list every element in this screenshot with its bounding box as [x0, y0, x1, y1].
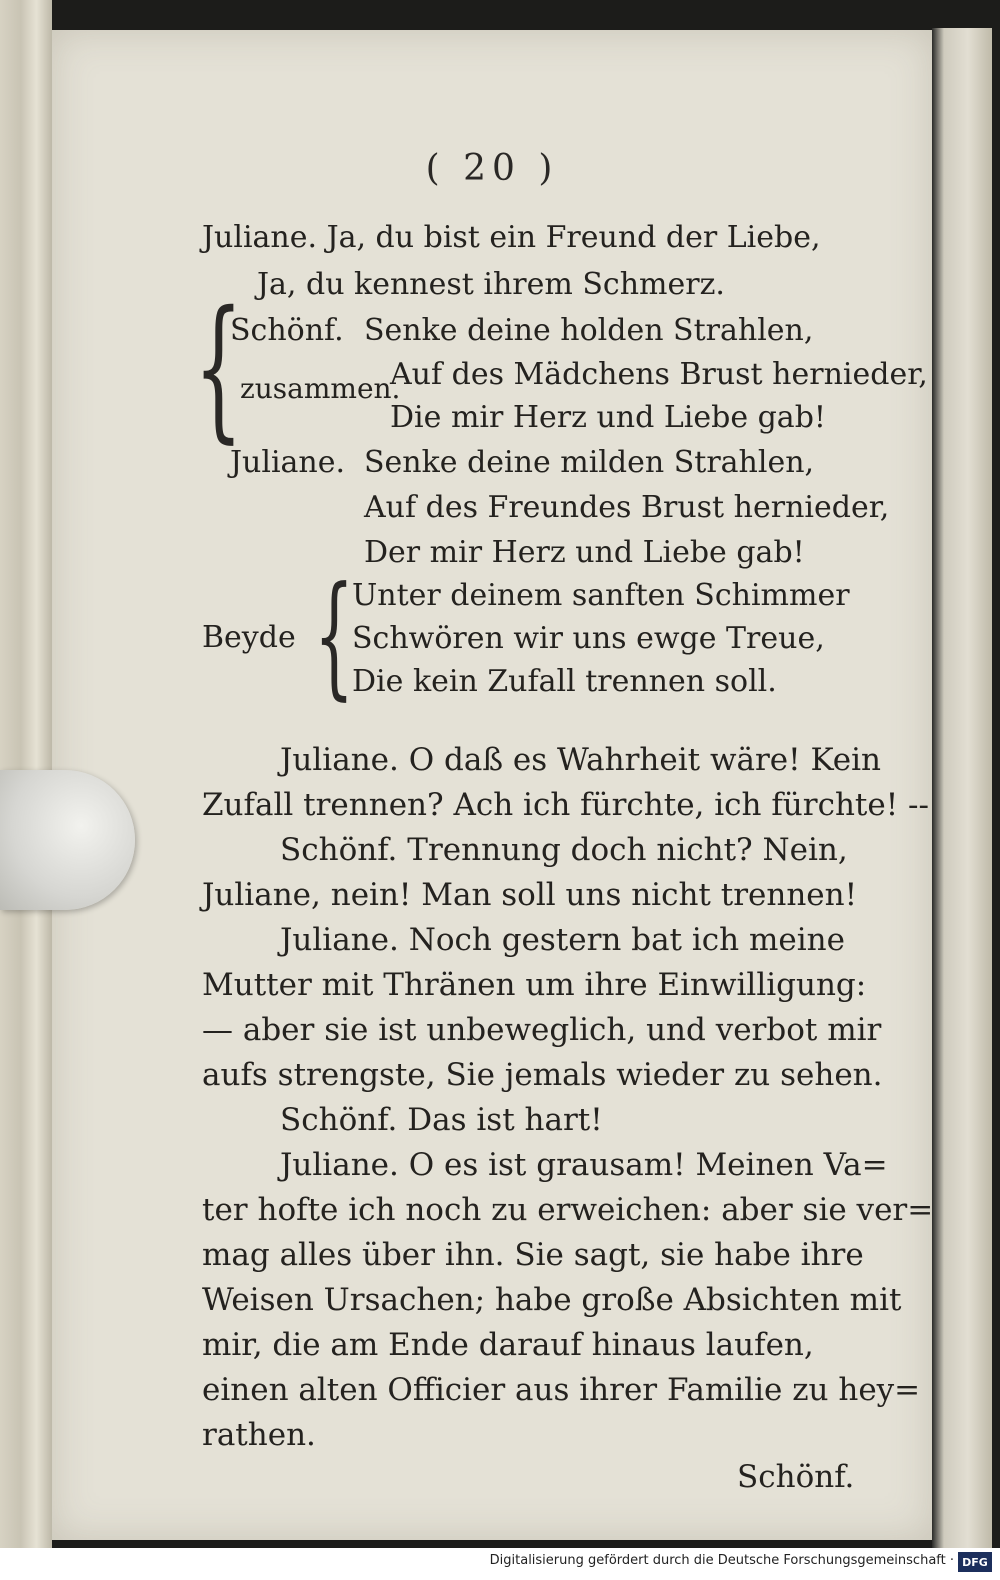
speaker-label: Juliane.: [230, 445, 346, 480]
prose-line: Juliane. Noch gestern bat ich meine: [280, 922, 845, 958]
page-number: ( 20 ): [425, 148, 559, 189]
prose-line: Mutter mit Thränen um ihre Einwilligung:: [202, 967, 867, 1003]
catchword: Schönf.: [737, 1459, 855, 1495]
prose-line: aufs strengste, Sie jemals wieder zu sehen.: [202, 1057, 883, 1093]
prose-line: mir, die am Ende darauf hinaus laufen,: [202, 1327, 814, 1363]
prose-line: mag alles über ihn. Sie sagt, sie habe ihre: [202, 1237, 864, 1273]
speaker-label: Schönf.: [230, 313, 344, 348]
song-line: Juliane. Ja, du bist ein Freund der Liebe,: [202, 220, 821, 255]
page-clip: [0, 770, 135, 910]
brace-left: {: [194, 278, 243, 459]
song-line: Die mir Herz und Liebe gab!: [390, 400, 826, 435]
song-line: Die kein Zufall trennen soll.: [352, 664, 777, 699]
song-line: Unter deinem sanften Schimmer: [352, 578, 850, 613]
speaker-label: zusammen.: [240, 372, 401, 405]
prose-line: Juliane, nein! Man soll uns nicht trennen!: [202, 877, 858, 913]
next-page-edge: [932, 28, 992, 1548]
dfg-logo: DFG: [958, 1552, 992, 1572]
prose-line: einen alten Officier aus ihrer Familie zu hey=: [202, 1372, 921, 1408]
prose-line: Juliane. O es ist grausam! Meinen Va=: [280, 1147, 888, 1183]
song-line: Senke deine holden Strahlen,: [364, 313, 814, 348]
prose-line: Schönf. Trennung doch nicht? Nein,: [280, 832, 848, 868]
funding-credit: Digitalisierung gefördert durch die Deutsche Forschungsgemeinschaft ·: [489, 1553, 954, 1568]
prose-line: rathen.: [202, 1417, 316, 1453]
book-page: [52, 30, 932, 1540]
prose-line: ter hofte ich noch zu erweichen: aber sie ver=: [202, 1192, 934, 1228]
song-line: Ja, du kennest ihrem Schmerz.: [257, 267, 725, 302]
brace-beyde: {: [314, 558, 355, 714]
prose-line: Juliane. O daß es Wahrheit wäre! Kein: [280, 742, 882, 778]
speaker-label: Beyde: [202, 620, 296, 655]
song-line: Auf des Freundes Brust hernieder,: [364, 490, 890, 525]
song-line: Senke deine milden Strahlen,: [364, 445, 815, 480]
song-line: Der mir Herz und Liebe gab!: [364, 535, 805, 570]
song-line: Schwören wir uns ewge Treue,: [352, 621, 825, 656]
prose-line: Weisen Ursachen; habe große Absichten mit: [202, 1282, 902, 1318]
song-line: Auf des Mädchens Brust hernieder,: [390, 357, 928, 392]
prose-line: — aber sie ist unbeweglich, und verbot mir: [202, 1012, 882, 1048]
prose-line: Zufall trennen? Ach ich fürchte, ich fürchte! --: [202, 787, 929, 823]
prose-line: Schönf. Das ist hart!: [280, 1102, 603, 1138]
